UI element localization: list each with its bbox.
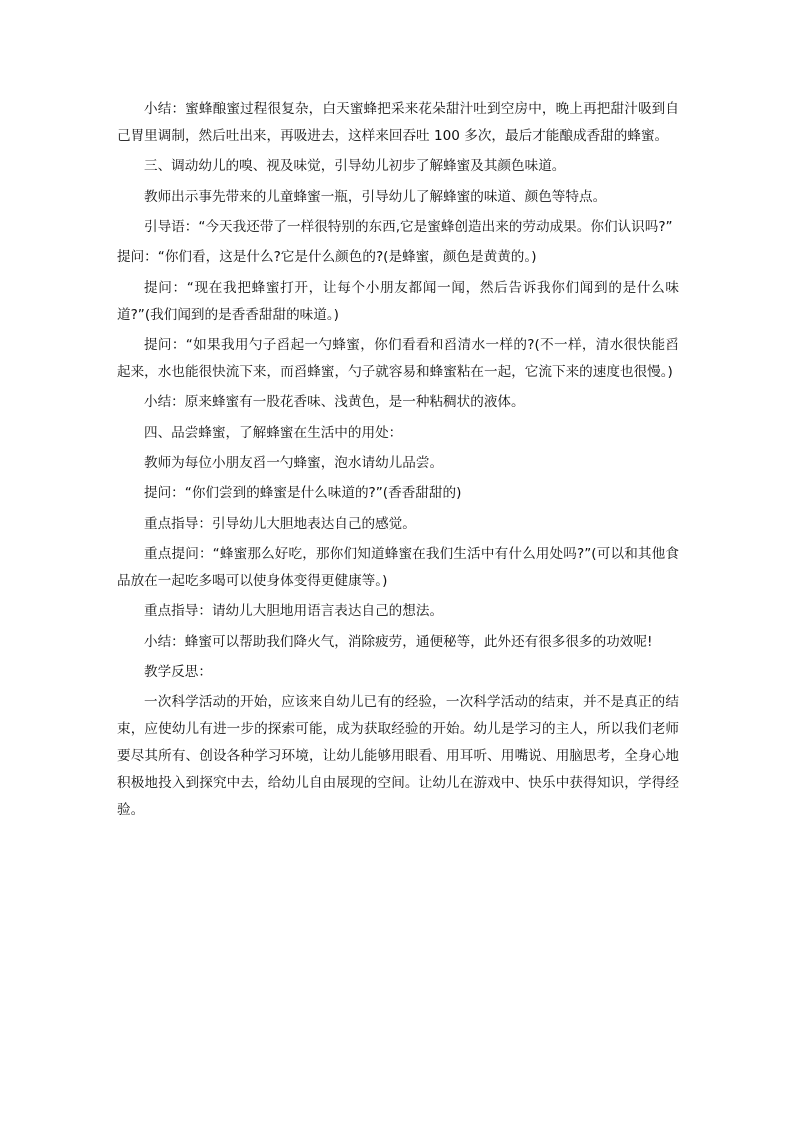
section-heading-3: 三、调动幼儿的嗅、视及味觉，引导幼儿初步了解蜂蜜及其颜色味道。 [144,158,566,175]
paragraph-question-2: 提问：“现在我把蜂蜜打开，让每个小朋友都闻一闻，然后告诉我你们闻到的是什么味道?”(我们闻到的是香香甜甜的味道。) [117,279,679,323]
paragraph-reflection-body: 一次科学活动的开始，应该来自幼儿已有的经验，一次科学活动的结束，并不是真正的结束，应使幼儿有进一步的探索可能，成为获取经验的开始。幼儿是学习的主人，所以我们老师要尽其所有、创设各种学习环境，让幼儿能够用眼看、用耳听、用嘴说、用脑思考，全身心地积极地投入到探究中去，给幼儿自由展现的空间。让幼儿在游戏中、快乐中获得知识，学得经验。 [117,694,679,818]
paragraph-question-3: 提问：“如果我用勺子舀起一勺蜂蜜，你们看看和舀清水一样的?(不一样，清水很快能舀起来，水也能很快流下来，而舀蜂蜜，勺子就容易和蜂蜜粘在一起，它流下来的速度也很慢。) [117,336,679,380]
paragraph-guide-words: 引导语：“今天我还带了一样很特别的东西,它是蜜蜂创造出来的劳动成果。你们认识吗?” [144,218,673,235]
section-heading-4: 四、品尝蜂蜜，了解蜂蜜在生活中的用处： [144,424,403,441]
paragraph-summary-2: 小结：原来蜂蜜有一股花香味、浅黄色，是一种粘稠状的液体。 [144,394,525,411]
paragraph-tasting: 教师为每位小朋友舀一勺蜂蜜，泡水请幼儿品尝。 [144,454,444,471]
paragraph-reflection-heading: 教学反思： [144,664,212,681]
paragraph-teacher-shows-honey: 教师出示事先带来的儿童蜂蜜一瓶，引导幼儿了解蜂蜜的味道、颜色等特点。 [144,188,607,205]
paragraph-key-guidance-2: 重点指导：请幼儿大胆地用语言表达自己的想法。 [144,603,444,620]
paragraph-summary-1: 小结：蜜蜂酿蜜过程很复杂，白天蜜蜂把采来花朵甜汁吐到空房中，晚上再把甜汁吸到自己胃里调制，然后吐出来，再吸进去，这样来回吞吐 100 多次，最后才能酿成香甜的蜂蜜。 [117,101,679,144]
paragraph-key-question: 重点提问：“蜂蜜那么好吃，那你们知道蜂蜜在我们生活中有什么用处吗?”(可以和其他食品放在一起吃多喝可以使身体变得更健康等。) [117,546,679,589]
paragraph-question-4: 提问：“你们尝到的蜂蜜是什么味道的?”(香香甜甜的) [144,485,462,502]
paragraph-key-guidance-1: 重点指导：引导幼儿大胆地表达自己的感觉。 [144,515,416,532]
document-page [117,96,679,827]
paragraph-question-1: 提问：“你们看，这是什么?它是什么颜色的?(是蜂蜜，颜色是黄黄的。) [117,249,537,266]
paragraph-summary-3: 小结：蜂蜜可以帮助我们降火气，消除疲劳，通便秘等，此外还有很多很多的功效呢! [144,633,653,650]
